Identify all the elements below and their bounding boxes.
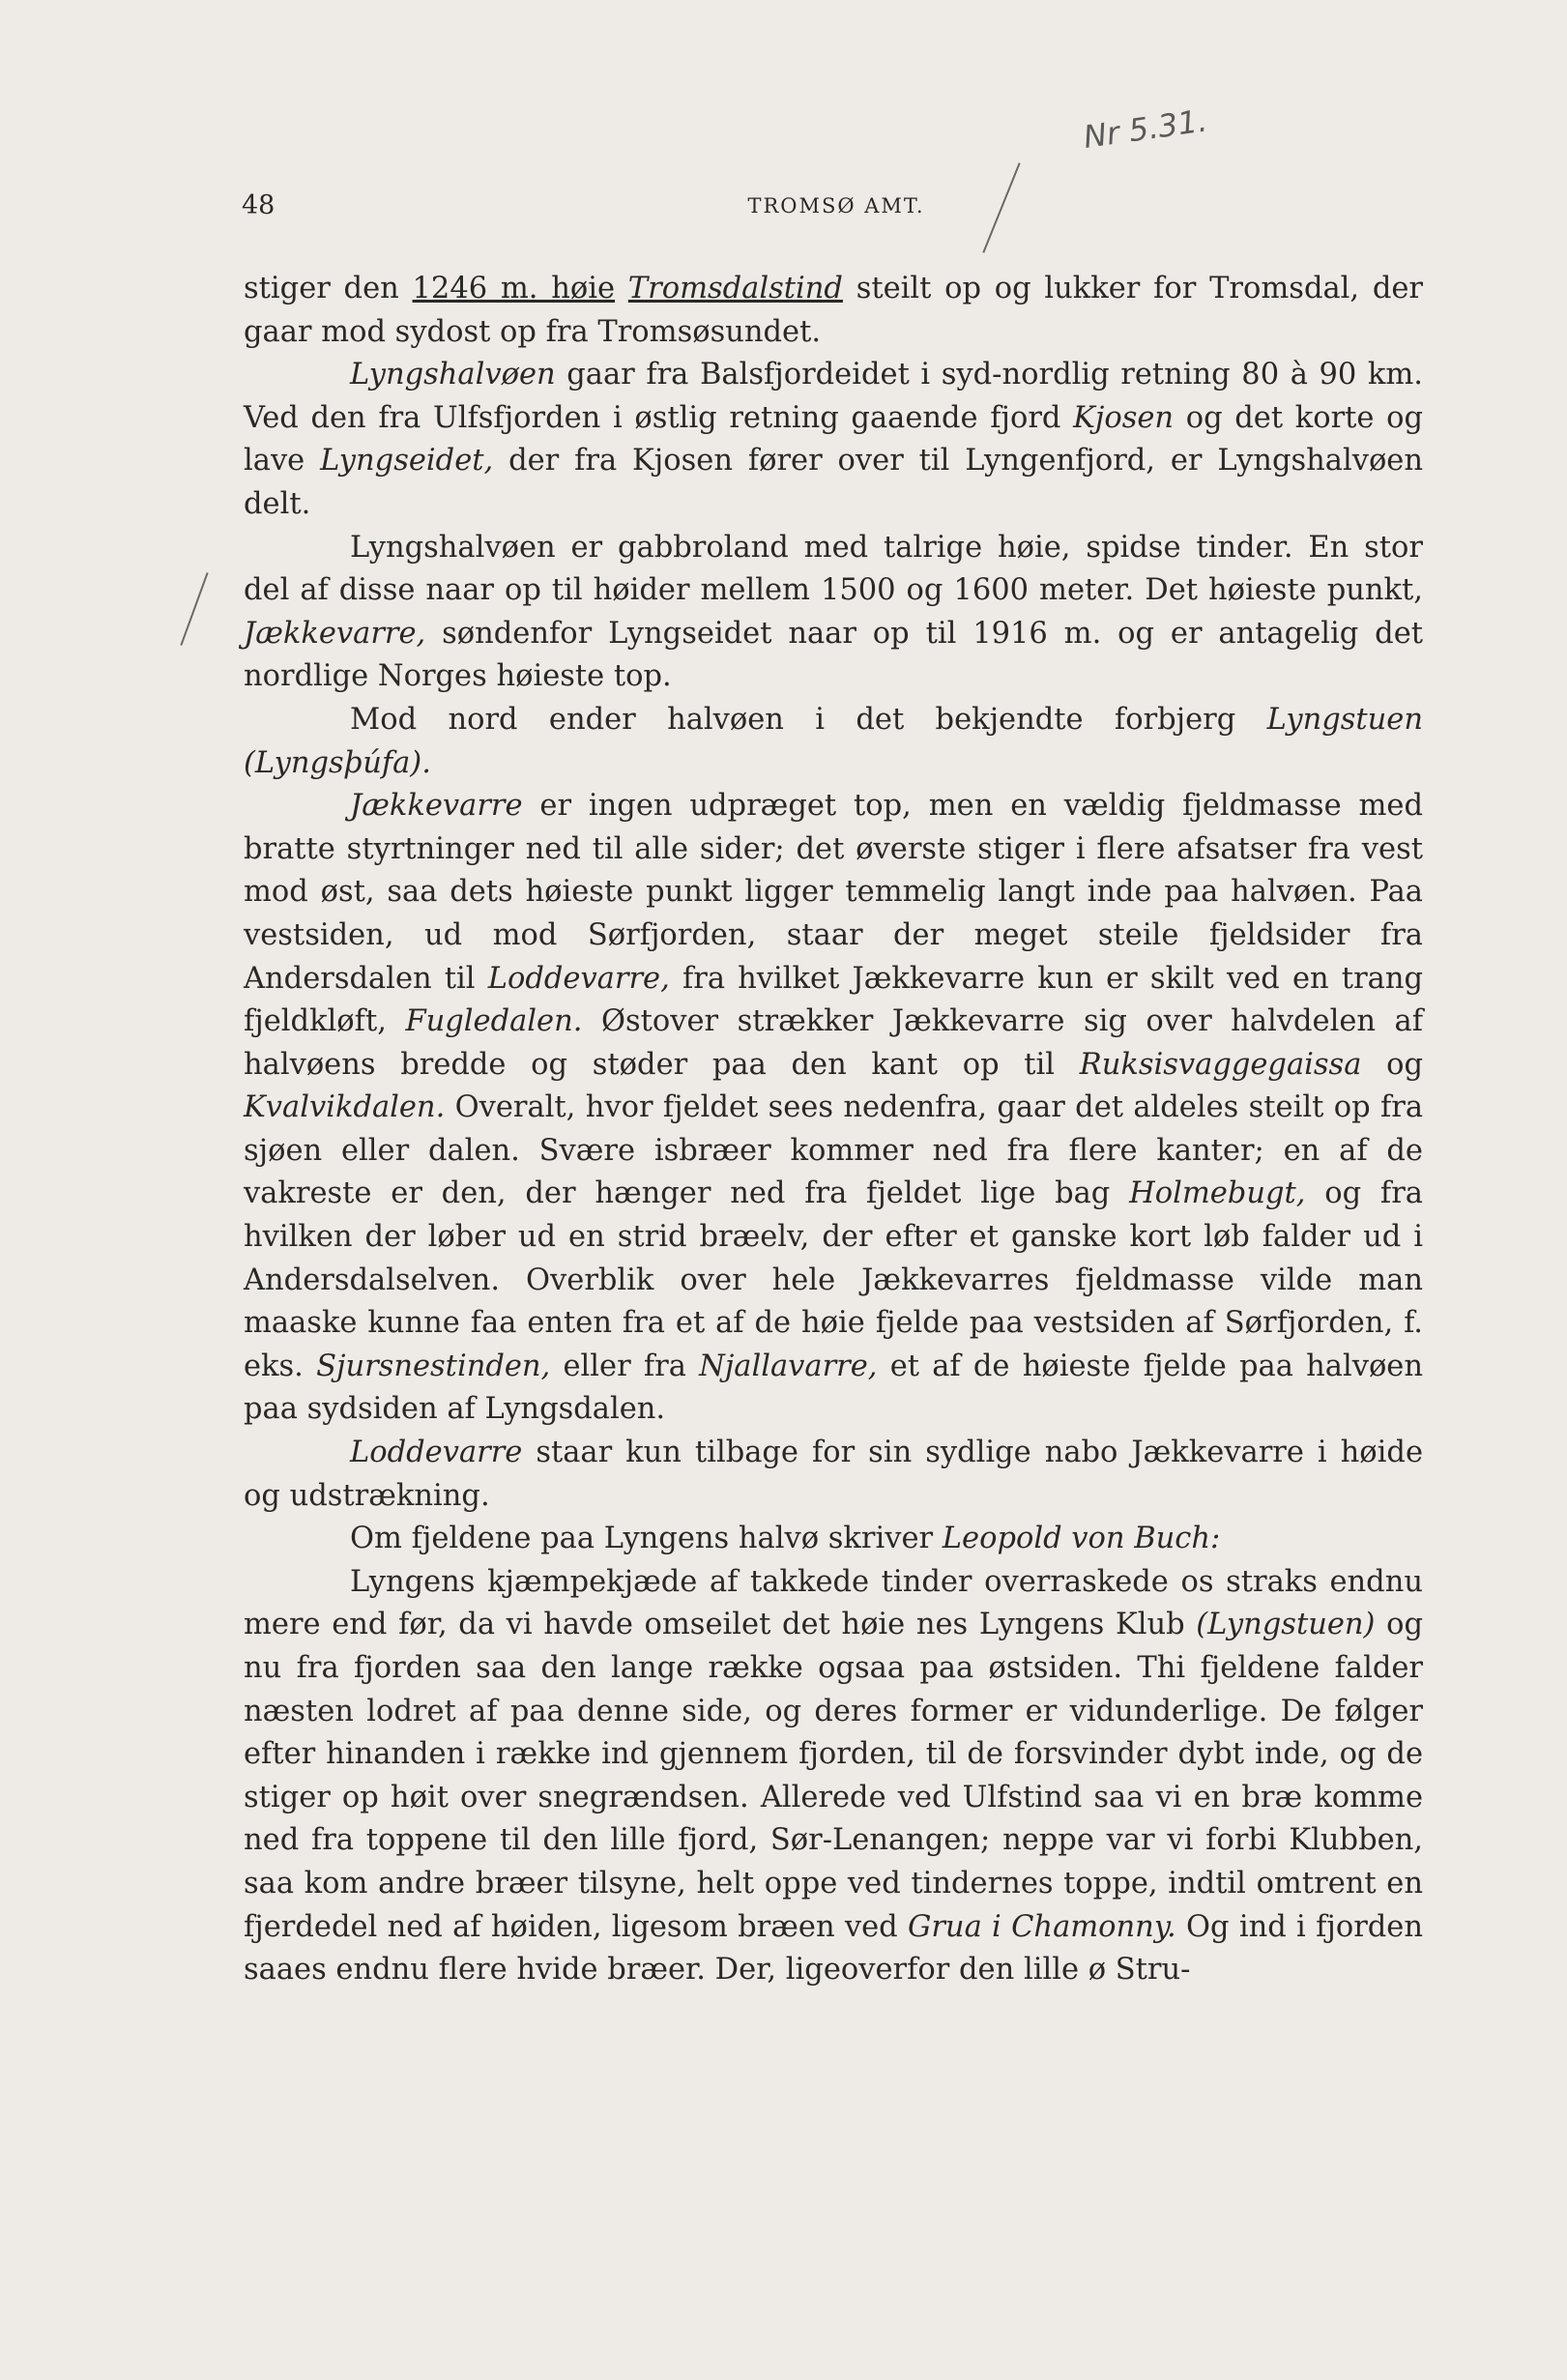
paragraph <box>244 268 1423 354</box>
paragraph <box>244 354 1423 526</box>
italic-term: Lyngstuen (Lyngsþúfa). <box>244 702 1423 780</box>
text-run: og <box>1361 1047 1423 1082</box>
text-run: steilt op og lukker for Tromsdal, der gaar mod sydost op fra Tromsøsundet. <box>244 272 1424 349</box>
text-run: Lyngens kjæmpekjæde af takkede tinder overraskede os straks endnu mere end før, da vi havde omseilet det høie nes Lyngens Klub <box>244 1564 1423 1642</box>
text-run: er ingen udpræget top, men en vældig fjeldmasse med bratte styrtninger ned til alle sider; det øverste stiger i flere afsatser fra vest mod øst, saa dets høieste punkt ligger temmelig langt inde paa halvøen. Paa vestsiden, ud mod Sørfjorden, staar der meget steile fjeldsider fra Andersdalen til <box>244 789 1423 996</box>
text-run <box>615 272 628 305</box>
text-run: fra hvilket Jækkevarre kun er skilt ved en trang fjeldkløft, <box>244 961 1423 1039</box>
text-run: og det korte og lave <box>244 400 1423 479</box>
paragraph <box>244 699 1423 785</box>
text-run: Østover strækker Jækkevarre sig over halvdelen af halvøens bredde og støder paa den kant op til <box>244 1004 1424 1082</box>
text-run: søndenfor Lyngseidet naar op til 1916 m. og er antagelig det nordlige Norges høieste top. <box>244 616 1423 694</box>
paragraph <box>244 785 1423 1432</box>
text-run: Mod nord ender halvøen i det bekjendte forbjerg <box>350 702 1267 737</box>
paragraph <box>244 1561 1423 1992</box>
italic-term: Loddevarre <box>350 1436 523 1470</box>
italic-term: Ruksisvaggegaissa <box>1079 1047 1362 1082</box>
text-run: staar kun tilbage for sin sydlige nabo Jækkevarre i høide og udstrækning. <box>244 1436 1423 1513</box>
text-run: Og ind i fjorden saaes endnu flere hvide bræer. Der, ligeoverfor den lille ø Stru- <box>244 1909 1423 1988</box>
text-run: gaar fra Balsfjordeidet i syd-nordlig retning 80 à 90 km. Ved den fra Ulfsfjorden i østlig retning gaaende fjord <box>244 358 1423 435</box>
handwritten-margin-note: Nr 5.31. <box>1081 102 1210 156</box>
italic-term: Jækkevarre <box>350 789 523 824</box>
text-run: og nu fra fjorden saa den lange række ogsaa paa østsiden. Thi fjeldene falder næsten lodret af paa denne side, og deres former er vidunderlige. De følger efter hinanden i række ind gjennem fjorden, til de forsvinder dybt inde, og de stiger op høit over snegrændsen. Allerede ved Ulfstind saa vi en bræ komme ned fra toppene til den lille fjord, Sør-Lenangen; neppe var vi forbi Klubben, saa kom andre bræer tilsyne, helt oppe ved tindernes toppe, indtil omtrent en fjerdedel ned af høiden, ligesom bræen ved <box>244 1608 1423 1944</box>
italic-term: Leopold von Buch: <box>942 1522 1221 1556</box>
underlined-text: 1246 m. høie <box>412 272 616 305</box>
text-run: Overalt, hvor fjeldet sees nedenfra, gaar det aldeles steilt op fra sjøen eller dalen. Svære isbræer kommer ned fra flere kanter; en af de vakreste er den, der hænger ned fra fjeldet lige bag <box>244 1090 1423 1211</box>
italic-term: Jækkevarre, <box>244 616 426 651</box>
body-text <box>244 268 1423 1992</box>
italic-term: Njallavarre, <box>699 1349 878 1383</box>
paragraph <box>244 527 1423 699</box>
text-run: Om fjeldene paa Lyngens halvø skriver <box>350 1522 943 1556</box>
italic-term: Kvalvikdalen. <box>244 1090 446 1125</box>
text-run: eller fra <box>550 1349 700 1383</box>
text-run: Lyngshalvøen er gabbroland med talrige høie, spidse tinder. En stor del af disse naar op til høider mellem 1500 og 1600 meter. Det høieste punkt, <box>244 530 1423 608</box>
page-number: 48 <box>242 190 276 220</box>
italic-term: Lyngseidet, <box>320 444 494 479</box>
italic-term: (Lyngstuen) <box>1196 1608 1376 1642</box>
paragraph <box>244 1432 1423 1518</box>
pencil-stroke <box>180 572 208 646</box>
italic-term: Kjosen <box>1073 400 1175 435</box>
italic-term: Tromsdalstind <box>627 272 843 305</box>
italic-term: Holmebugt, <box>1129 1176 1306 1211</box>
text-run: der fra Kjosen fører over til Lyngenfjord, er Lyngshalvøen delt. <box>244 444 1423 521</box>
italic-term: Lyngshalvøen <box>350 358 556 392</box>
italic-term: Sjursnestinden, <box>316 1349 551 1383</box>
italic-term: Fugledalen. <box>405 1004 583 1039</box>
running-head: TROMSØ AMT. <box>747 194 925 218</box>
text-run: og fra hvilken der løber ud en strid bræelv, der efter et ganske kort løb falder ud i Andersdalselven. Overblik over hele Jækkevarres fjeldmasse vilde man maaske kunne faa enten fra et af de høie fjelde paa vestsiden af Sørfjorden, f. eks. <box>244 1176 1423 1383</box>
italic-term: Grua i Chamonny. <box>907 1909 1176 1944</box>
italic-term: Loddevarre, <box>487 961 670 996</box>
text-run: et af de høieste fjelde paa halvøen paa sydsiden af Lyngsdalen. <box>244 1349 1424 1427</box>
paragraph <box>244 1518 1423 1561</box>
text-run: stiger den <box>244 272 413 305</box>
